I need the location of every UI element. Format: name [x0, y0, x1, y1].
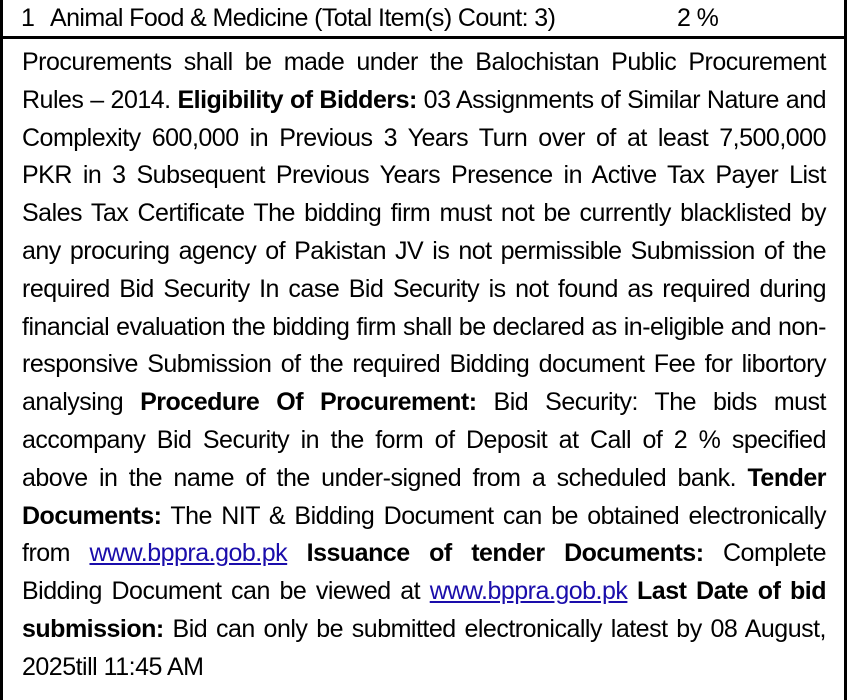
left-border — [0, 0, 3, 700]
last-date-heading: Last Date of bid submission: — [22, 577, 826, 643]
eligibility-heading: Eligibility of Bidders: — [177, 85, 417, 114]
bppra-link-1[interactable]: www.bppra.gob.pk — [89, 539, 288, 568]
procurement-rules-text: Procurements shall be made under the Balochistan Public Procurement Rules – 2014. — [22, 48, 826, 114]
procedure-text: Bid Security: The bids must accompany Bid Security in the form of Deposit at Call of 2 % specified above in the name of the under-signed from a scheduled bank. — [22, 388, 827, 492]
item-description: Animal Food & Medicine (Total Item(s) Count: 3) — [50, 3, 556, 32]
eligibility-text: 03 Assignments of Similar Nature and Complexity 600,000 in Previous 3 Years Turn over of at least 7,500,000 PKR in 3 Subsequent Previous Years Presence in Active Tax Payer List Sales Tax Certificate The bidding firm must not be currently blacklisted by any procuring agency of Pakistan JV is not permissible Submission of the required Bid Security In case Bid Security is not found as required during financial evaluation the bidding firm shall be declared as in-eligible and non-responsive Submission of the required Bidding document Fee for libortory analysing — [22, 85, 827, 417]
last-date-text: Bid can only be submitted electronically latest by 08 August, 2025till 11:45 AM — [22, 614, 826, 681]
tender-documents-text: The NIT & Bidding Document can be obtained electronically from — [22, 501, 826, 568]
issuance-heading: Issuance of tender Documents: — [306, 539, 704, 568]
bppra-link-2[interactable]: www.bppra.gob.pk — [429, 577, 628, 606]
spacer-1 — [287, 539, 306, 567]
item-percentage: 2 % — [677, 3, 719, 32]
item-row — [3, 0, 844, 36]
tender-terms-paragraph — [22, 44, 826, 687]
table-divider — [3, 36, 844, 39]
tender-documents-heading: Tender Documents: — [22, 463, 826, 530]
item-number: 1 — [21, 3, 35, 32]
issuance-text: Complete Bidding Document can be viewed at — [22, 539, 826, 606]
procedure-heading: Procedure Of Procurement: — [140, 388, 477, 417]
spacer-2 — [627, 577, 637, 605]
